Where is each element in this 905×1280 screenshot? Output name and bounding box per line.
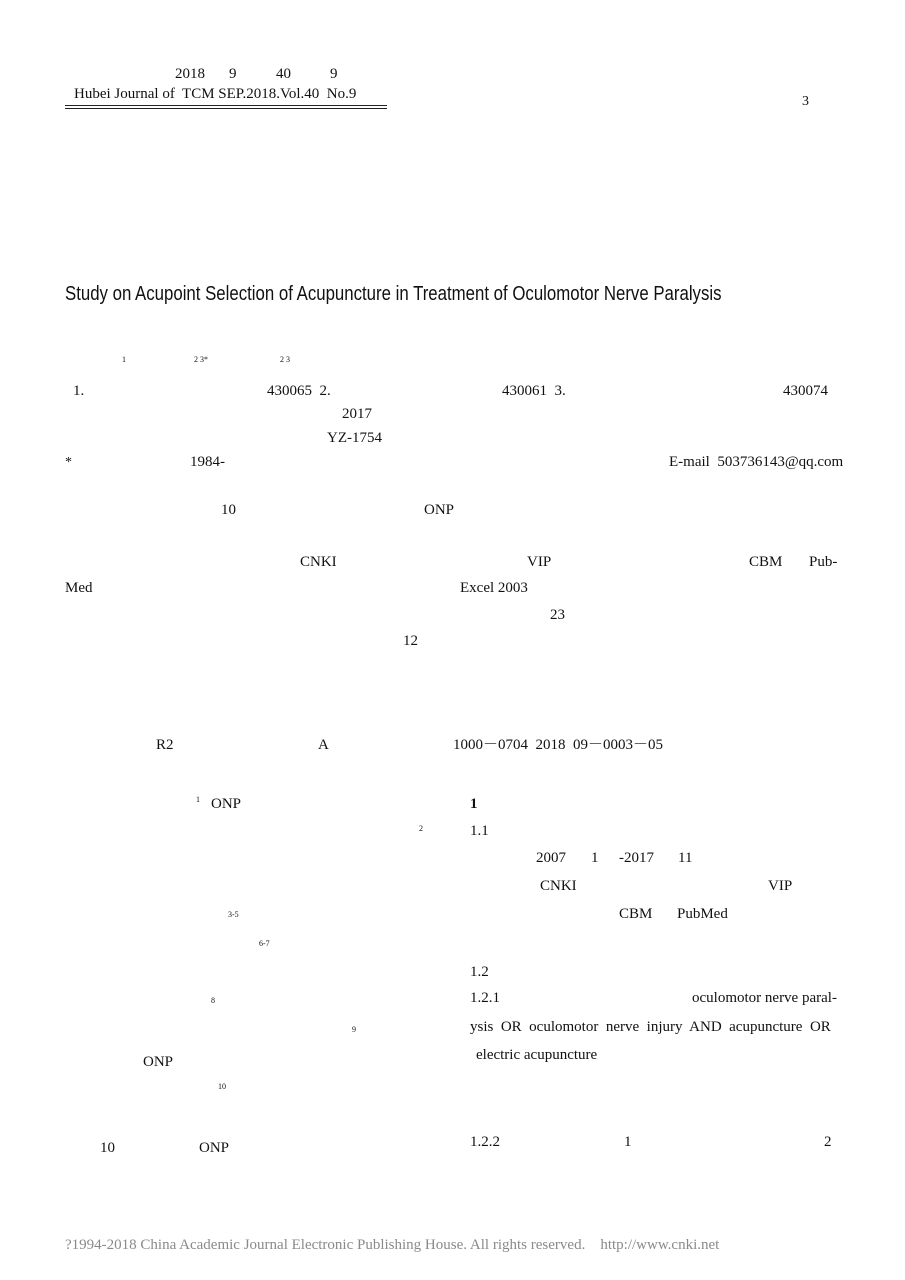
section-1-2: 1.2	[470, 964, 489, 980]
keywords-line-3: electric acupuncture	[476, 1047, 598, 1063]
left-onp-1: ONP	[211, 796, 242, 812]
author-sup-3: 2 3	[280, 355, 290, 364]
date-start-year: 2007	[536, 850, 566, 866]
header-journal-line: Hubei Journal of TCM SEP.2018.Vol.40 No.9	[74, 86, 357, 102]
date-end-year: -2017	[619, 850, 654, 866]
section-1-2-2: 1.2.2	[470, 1134, 500, 1150]
author-sup-1: 1	[122, 355, 126, 364]
abstract-cnki: CNKI	[300, 554, 337, 570]
copyright-footer: ?1994-2018 China Academic Journal Electronic Publishing House. All rights reserved. http://www.cnki.net	[65, 1237, 720, 1253]
english-title: Study on Acupoint Selection of Acupuncture in Treatment of Oculomotor Nerve Paralysis	[65, 283, 722, 305]
date-end-month: 11	[678, 850, 693, 866]
author-birth: 1984-	[190, 454, 225, 470]
abstract-vip: VIP	[527, 554, 552, 570]
db-cnki: CNKI	[540, 878, 577, 894]
fund-id: YZ-1754	[327, 430, 382, 446]
header-rule-bottom	[65, 108, 387, 109]
ref-sup-10: 10	[218, 1082, 226, 1091]
db-cbm: CBM	[619, 906, 653, 922]
ref-sup-1: 1	[196, 795, 200, 804]
header-volume: 40	[276, 66, 291, 82]
keywords-line-2: ysis OR oculomotor nerve injury AND acupuncture OR	[470, 1019, 831, 1035]
page-number: 3	[802, 94, 809, 109]
header-rule-top	[65, 105, 387, 106]
right-num-1: 1	[624, 1134, 632, 1150]
affil-1: 1.	[73, 383, 85, 399]
ref-sup-6-7: 6-7	[259, 939, 270, 948]
abstract-excel: Excel 2003	[460, 580, 528, 596]
left-onp-3: ONP	[199, 1140, 230, 1156]
right-num-2: 2	[824, 1134, 832, 1150]
author-email: E-mail 503736143@qq.com	[669, 454, 844, 470]
header-issue: 9	[330, 66, 338, 82]
section-1-2-1: 1.2.1	[470, 990, 500, 1006]
abstract-cbm: CBM	[749, 554, 783, 570]
affil-postcode-1: 430065 2.	[267, 383, 331, 399]
keywords-line-1: oculomotor nerve paral-	[692, 990, 837, 1006]
clc-number: R2	[156, 737, 174, 753]
left-num-10: 10	[100, 1140, 115, 1156]
abstract-pub: Pub-	[809, 554, 838, 570]
abstract-med: Med	[65, 580, 93, 596]
abstract-num-23: 23	[550, 607, 565, 623]
ref-sup-8: 8	[211, 996, 215, 1005]
abstract-num-12: 12	[403, 633, 418, 649]
ref-sup-9: 9	[352, 1025, 356, 1034]
document-code: A	[318, 737, 329, 753]
corresponding-star: *	[65, 455, 72, 470]
db-pubmed: PubMed	[677, 906, 728, 922]
ref-sup-2: 2	[419, 824, 423, 833]
affil-postcode-3: 430074	[783, 383, 828, 399]
db-vip: VIP	[768, 878, 793, 894]
fund-year: 2017	[342, 406, 372, 422]
section-1-1: 1.1	[470, 823, 489, 839]
header-year: 2018	[175, 66, 205, 82]
ref-sup-3-5: 3-5	[228, 910, 239, 919]
affil-postcode-2: 430061 3.	[502, 383, 566, 399]
article-id: 1000－0704 2018 09－0003－05	[453, 737, 664, 753]
date-start-month: 1	[591, 850, 599, 866]
header-month: 9	[229, 66, 237, 82]
left-onp-2: ONP	[143, 1054, 174, 1070]
abstract-onp: ONP	[424, 502, 455, 518]
author-sup-2: 2 3*	[194, 355, 208, 364]
section-1-heading: 1	[470, 796, 478, 812]
abstract-num-10: 10	[221, 502, 236, 518]
